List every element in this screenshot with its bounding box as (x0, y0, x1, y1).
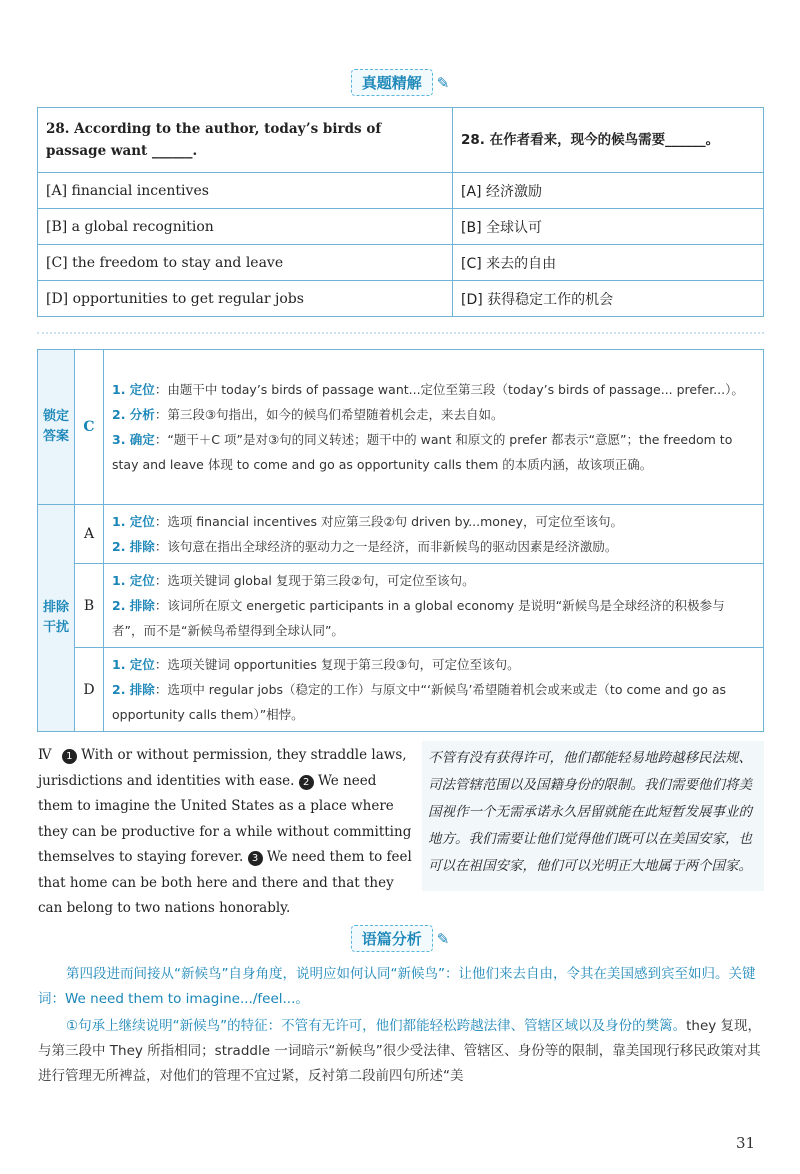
distractor-row-a (38, 505, 764, 564)
option-d-cn: [D] 获得稳定工作的机会 (453, 281, 764, 317)
sentence-2: We need them to imagine the United States as a place where they can be productive for a while without committing themselves to staying forever. (38, 772, 412, 865)
distractor-row-b (38, 564, 764, 648)
question-table (37, 107, 764, 317)
table-row (38, 281, 764, 317)
exclude-keyword: 2. 排除 (112, 598, 155, 613)
answer-row (38, 350, 764, 505)
section-title: 真题精解 (361, 74, 422, 92)
sentence-3: We need them to feel that home can be both here and there and that they can belong to two nations honorably. (38, 849, 412, 916)
pen-icon: ✎ (436, 930, 450, 948)
exclude-keyword: 2. 排除 (112, 682, 155, 697)
table-row (38, 173, 764, 209)
sentence-number: 3 (248, 851, 263, 866)
locate-keyword: 1. 定位 (112, 657, 155, 672)
option-a-en: [A] financial incentives (38, 173, 453, 209)
option-b-en: [B] a global recognition (38, 209, 453, 245)
distractor-explanation (104, 648, 764, 732)
exclude-text: ：该句意在指出全球经济的驱动力之一是经济，而非新候鸟的驱动因素是经济激励。 (154, 539, 618, 554)
option-b-cn: [B] 全球认可 (453, 209, 764, 245)
discourse-detail (38, 1014, 764, 1089)
sentence-1: With or without permission, they straddle laws, jurisdictions and identities with ease. (38, 747, 407, 789)
lock-answer-label: 锁定答案 (38, 350, 75, 505)
answer-explanation (104, 350, 764, 505)
locate-text: ：选项关键词 opportunities 复现于第三段③句，可定位至该句。 (154, 657, 520, 672)
table-row (38, 245, 764, 281)
locate-text: ：选项 financial incentives 对应第三段②句 driven by...money，可定位至该句。 (154, 514, 623, 529)
option-a-cn: [A] 经济激励 (453, 173, 764, 209)
table-row (38, 209, 764, 245)
confirm-text: ：“题干＋C 项”是对③句的同义转述；题干中的 want 和原文的 prefer 都表示“意愿”；the freedom to stay and leave 体现 to come and go as opportunity calls them 的本质内涵，故该项正确。 (112, 432, 733, 472)
analyze-keyword: 2. 分析 (112, 407, 155, 422)
locate-text: ：选项关键词 global 复现于第三段②句，可定位至该句。 (154, 573, 475, 588)
table-row (38, 108, 764, 173)
analysis-table (37, 349, 764, 732)
paragraph-iv-english (38, 743, 412, 922)
distractor-row-d (38, 648, 764, 732)
section-title: 语篇分析 (361, 930, 422, 948)
question-stem-cn: 28. 在作者看来，现今的候鸟需要______。 (453, 108, 764, 173)
exclude-distractors-label: 排除干扰 (38, 505, 75, 732)
distractor-letter: B (75, 564, 104, 648)
analyze-text: ：第三段③句指出，如今的候鸟们希望随着机会走，来去自如。 (154, 407, 504, 422)
discourse-detail-rest: they 复现，与第三段中 They 所指相同；straddle 一词暗示“新候鸟”很少受法律、管辖区、身份等的限制，靠美国现行移民政策对其进行管理无所裨益，对他们的管理不宜过紧，反衬第二段前四句所述“美 (38, 1018, 762, 1084)
sentence-number: 1 (62, 749, 77, 764)
locate-keyword: 1. 定位 (112, 514, 155, 529)
paragraph-iv-translation: 不管有没有获得许可，他们都能轻易地跨越移民法规、司法管辖范围以及国籍身份的限制。我们需要他们将美国视作一个无需承诺永久居留就能在此短暂发展事业的地方。我们需要让他们觉得他们既可以在美国安家，也可以在祖国安家，他们可以光明正大地属于两个国家。 (422, 741, 764, 891)
paragraph-roman-numeral: Ⅳ (38, 747, 52, 763)
section-header-answer-analysis (0, 69, 800, 96)
sentence-number: 2 (299, 775, 314, 790)
locate-keyword: 1. 定位 (112, 382, 155, 397)
answer-letter: C (75, 350, 104, 505)
distractor-letter: A (75, 505, 104, 564)
pen-icon: ✎ (436, 74, 450, 92)
section-header-discourse (0, 925, 800, 952)
dotted-divider (37, 332, 764, 334)
distractor-explanation (104, 505, 764, 564)
discourse-summary: 第四段进而间接从“新候鸟”自身角度，说明应如何认同“新候鸟”：让他们来去自由，令其在美国感到宾至如归。关键词：We need them to imagine.../feel...。 (38, 966, 756, 1007)
option-c-cn: [C] 来去的自由 (453, 245, 764, 281)
locate-keyword: 1. 定位 (112, 573, 155, 588)
confirm-keyword: 3. 确定 (112, 432, 155, 447)
exclude-keyword: 2. 排除 (112, 539, 155, 554)
option-c-en: [C] the freedom to stay and leave (38, 245, 453, 281)
distractor-explanation (104, 564, 764, 648)
exclude-text: ：选项中 regular jobs（稳定的工作）与原文中“‘新候鸟’希望随着机会或来或走（to come and go as opportunity calls them）”相悖。 (112, 682, 727, 722)
distractor-letter: D (75, 648, 104, 732)
exclude-text: ：该词所在原文 energetic participants in a global economy 是说明“新候鸟是全球经济的积极参与者”，而不是“新候鸟希望得到全球认同”。 (112, 598, 725, 638)
page-number: 31 (736, 1134, 756, 1152)
option-d-en: [D] opportunities to get regular jobs (38, 281, 453, 317)
question-stem-en: 28. According to the author, today’s birds of passage want ______. (38, 108, 453, 173)
locate-text: ：由题干中 today’s birds of passage want...定位至第三段（today’s birds of passage... prefer...）。 (154, 382, 744, 397)
discourse-detail-lead: ①句承上继续说明“新候鸟”的特征：不管有无许可，他们都能轻松跨越法律、管辖区域以及身份的樊篱。 (66, 1018, 687, 1034)
